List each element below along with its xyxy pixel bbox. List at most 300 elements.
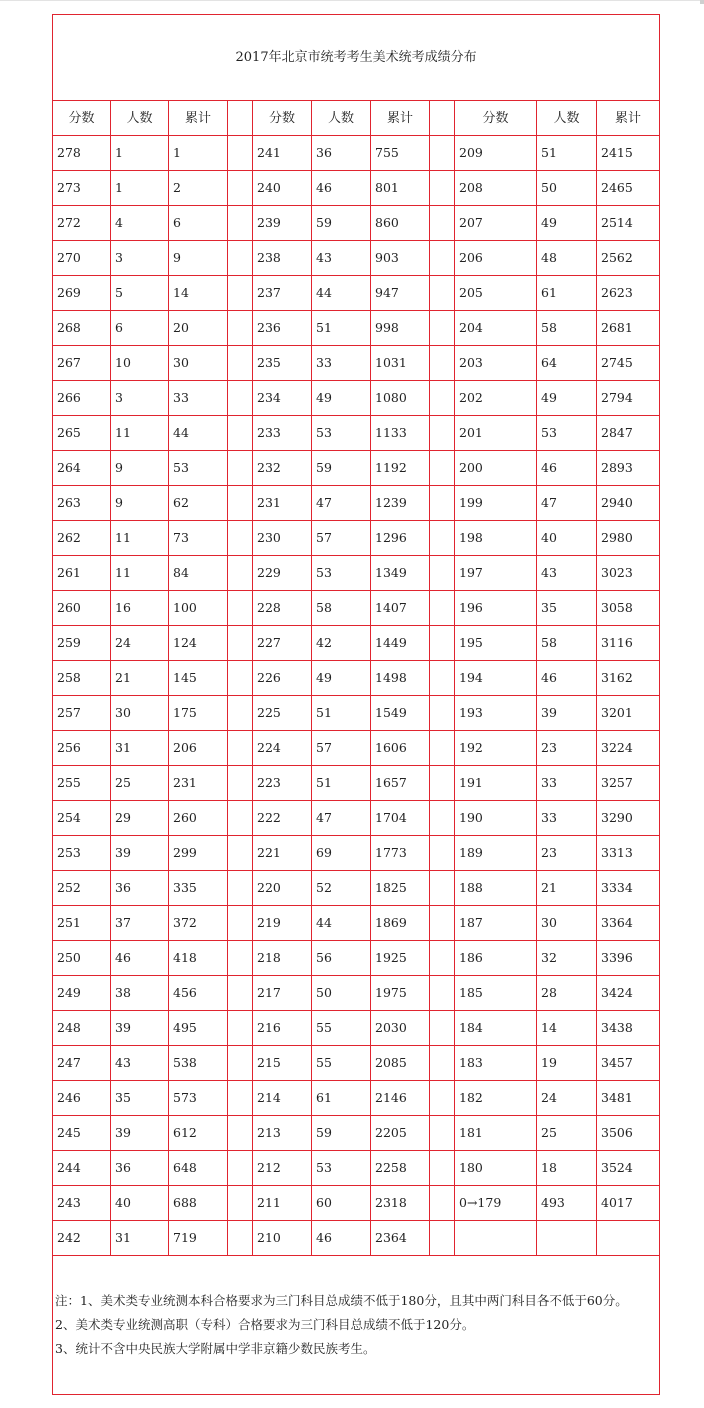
- cell-score: 192: [455, 731, 537, 766]
- cell-cumulative: 73: [169, 521, 228, 556]
- cell-score: 252: [53, 871, 111, 906]
- cell-score: 237: [253, 276, 312, 311]
- cell-score: 270: [53, 241, 111, 276]
- cell-cumulative: 299: [169, 836, 228, 871]
- cell-spacer: [430, 241, 455, 276]
- cell-cumulative: 145: [169, 661, 228, 696]
- cell-cumulative: 44: [169, 416, 228, 451]
- table-row: [53, 241, 660, 276]
- cell-cumulative: 2514: [597, 206, 660, 241]
- cell-cumulative: 1296: [371, 521, 430, 556]
- cell-score: 264: [53, 451, 111, 486]
- cell-count: 53: [537, 416, 597, 451]
- cell-spacer: [228, 136, 253, 171]
- cell-score: 246: [53, 1081, 111, 1116]
- cell-count: 46: [111, 941, 169, 976]
- cell-count: 39: [111, 1011, 169, 1046]
- table-row: [53, 1116, 660, 1151]
- cell-count: 33: [537, 801, 597, 836]
- cell-cumulative: 495: [169, 1011, 228, 1046]
- cell-count: 39: [111, 836, 169, 871]
- cell-count: 50: [537, 171, 597, 206]
- cell-cumulative: 573: [169, 1081, 228, 1116]
- cell-count: 24: [537, 1081, 597, 1116]
- cell-count: 43: [111, 1046, 169, 1081]
- cell-cumulative: 260: [169, 801, 228, 836]
- header-score-2: 分数: [253, 101, 312, 136]
- cell-spacer: [430, 451, 455, 486]
- cell-cumulative: 2745: [597, 346, 660, 381]
- cell-spacer: [430, 906, 455, 941]
- cell-spacer: [228, 976, 253, 1011]
- cell-count: 44: [312, 276, 371, 311]
- cell-count: 35: [537, 591, 597, 626]
- cell-score: 215: [253, 1046, 312, 1081]
- cell-score: 251: [53, 906, 111, 941]
- cell-count: 48: [537, 241, 597, 276]
- cell-cumulative: 3162: [597, 661, 660, 696]
- cell-spacer: [430, 416, 455, 451]
- cell-score: 260: [53, 591, 111, 626]
- cell-count: 31: [111, 731, 169, 766]
- cell-cumulative: 2: [169, 171, 228, 206]
- cell-count: 57: [312, 521, 371, 556]
- cell-spacer: [228, 1046, 253, 1081]
- cell-cumulative: 1239: [371, 486, 430, 521]
- cell-score: 231: [253, 486, 312, 521]
- cell-count: 16: [111, 591, 169, 626]
- cell-score: 228: [253, 591, 312, 626]
- cell-count: 51: [312, 311, 371, 346]
- cell-cumulative: 2465: [597, 171, 660, 206]
- cell-count: 29: [111, 801, 169, 836]
- cell-cumulative: 2623: [597, 276, 660, 311]
- note-line: 3、统计不含中央民族大学附属中学非京籍少数民族考生。: [55, 1341, 376, 1356]
- cell-count: [537, 1221, 597, 1256]
- cell-count: 40: [537, 521, 597, 556]
- cell-score: 223: [253, 766, 312, 801]
- header-score-3: 分数: [455, 101, 537, 136]
- cell-cumulative: 62: [169, 486, 228, 521]
- cell-spacer: [228, 451, 253, 486]
- header-score-1: 分数: [53, 101, 111, 136]
- scrollbar-corner: [700, 0, 704, 4]
- cell-cumulative: 2794: [597, 381, 660, 416]
- page-top-divider: [0, 0, 704, 1]
- cell-spacer: [228, 696, 253, 731]
- cell-cumulative: 418: [169, 941, 228, 976]
- cell-spacer: [228, 1186, 253, 1221]
- cell-count: 59: [312, 451, 371, 486]
- cell-count: 493: [537, 1186, 597, 1221]
- cell-cumulative: 1407: [371, 591, 430, 626]
- cell-count: 49: [537, 206, 597, 241]
- cell-cumulative: 998: [371, 311, 430, 346]
- cell-count: 11: [111, 416, 169, 451]
- cell-cumulative: 2980: [597, 521, 660, 556]
- cell-spacer: [430, 276, 455, 311]
- cell-cumulative: 3506: [597, 1116, 660, 1151]
- cell-score: 249: [53, 976, 111, 1011]
- cell-count: 19: [537, 1046, 597, 1081]
- cell-score: 196: [455, 591, 537, 626]
- cell-cumulative: 1869: [371, 906, 430, 941]
- cell-score: 257: [53, 696, 111, 731]
- cell-count: 61: [537, 276, 597, 311]
- cell-cumulative: 2364: [371, 1221, 430, 1256]
- table-title-row: [53, 15, 660, 101]
- cell-cumulative: 801: [371, 171, 430, 206]
- cell-score: 191: [455, 766, 537, 801]
- table-row: [53, 416, 660, 451]
- cell-cumulative: 2893: [597, 451, 660, 486]
- cell-count: 58: [312, 591, 371, 626]
- cell-score: 208: [455, 171, 537, 206]
- cell-score: 189: [455, 836, 537, 871]
- cell-spacer: [430, 696, 455, 731]
- cell-score: 239: [253, 206, 312, 241]
- cell-count: 59: [312, 1116, 371, 1151]
- cell-count: 6: [111, 311, 169, 346]
- cell-spacer: [430, 1081, 455, 1116]
- cell-cumulative: 1704: [371, 801, 430, 836]
- cell-count: 55: [312, 1046, 371, 1081]
- cell-count: 30: [111, 696, 169, 731]
- cell-count: 50: [312, 976, 371, 1011]
- cell-count: 31: [111, 1221, 169, 1256]
- cell-score: 263: [53, 486, 111, 521]
- cell-score: 201: [455, 416, 537, 451]
- cell-count: 14: [537, 1011, 597, 1046]
- table-row: [53, 486, 660, 521]
- table-row: [53, 871, 660, 906]
- cell-score: 248: [53, 1011, 111, 1046]
- cell-score: 225: [253, 696, 312, 731]
- cell-cumulative: 612: [169, 1116, 228, 1151]
- table-row: [53, 836, 660, 871]
- header-count-2: 人数: [312, 101, 371, 136]
- cell-score: 219: [253, 906, 312, 941]
- cell-score: 213: [253, 1116, 312, 1151]
- cell-score: 217: [253, 976, 312, 1011]
- cell-spacer: [228, 801, 253, 836]
- cell-spacer: [430, 1151, 455, 1186]
- note-line: 2、美术类专业统测高职（专科）合格要求为三门科目总成绩不低于120分。: [55, 1317, 475, 1332]
- cell-count: 53: [312, 416, 371, 451]
- cell-count: 1: [111, 136, 169, 171]
- cell-cumulative: 3201: [597, 696, 660, 731]
- cell-count: 10: [111, 346, 169, 381]
- cell-count: 3: [111, 241, 169, 276]
- cell-count: 46: [312, 1221, 371, 1256]
- header-count-3: 人数: [537, 101, 597, 136]
- table-row: [53, 661, 660, 696]
- cell-spacer: [430, 1186, 455, 1221]
- cell-count: 58: [537, 626, 597, 661]
- cell-score: 278: [53, 136, 111, 171]
- cell-score: 244: [53, 1151, 111, 1186]
- cell-cumulative: 1825: [371, 871, 430, 906]
- cell-cumulative: 3334: [597, 871, 660, 906]
- cell-score: 273: [53, 171, 111, 206]
- table-title: 2017年北京市统考考生美术统考成绩分布: [53, 15, 660, 101]
- cell-score: 238: [253, 241, 312, 276]
- cell-count: 46: [537, 451, 597, 486]
- cell-score: 258: [53, 661, 111, 696]
- cell-count: 11: [111, 556, 169, 591]
- cell-score: 247: [53, 1046, 111, 1081]
- cell-spacer: [430, 976, 455, 1011]
- cell-score: 200: [455, 451, 537, 486]
- table-row: [53, 1046, 660, 1081]
- table-row: [53, 731, 660, 766]
- cell-spacer: [228, 416, 253, 451]
- table-row: [53, 1186, 660, 1221]
- header-cumulative-2: 累计: [371, 101, 430, 136]
- cell-cumulative: 9: [169, 241, 228, 276]
- cell-cumulative: 2940: [597, 486, 660, 521]
- cell-count: 47: [312, 486, 371, 521]
- cell-score: 207: [455, 206, 537, 241]
- cell-cumulative: 2030: [371, 1011, 430, 1046]
- cell-score: 198: [455, 521, 537, 556]
- table-row: [53, 381, 660, 416]
- cell-cumulative: 1192: [371, 451, 430, 486]
- cell-score: 254: [53, 801, 111, 836]
- table-row: [53, 521, 660, 556]
- cell-count: 64: [537, 346, 597, 381]
- cell-spacer: [430, 206, 455, 241]
- cell-spacer: [228, 591, 253, 626]
- cell-count: 24: [111, 626, 169, 661]
- cell-cumulative: 860: [371, 206, 430, 241]
- cell-count: 51: [312, 766, 371, 801]
- cell-score: 182: [455, 1081, 537, 1116]
- cell-spacer: [430, 941, 455, 976]
- cell-score: 234: [253, 381, 312, 416]
- cell-spacer: [430, 591, 455, 626]
- cell-count: 49: [312, 661, 371, 696]
- cell-count: 38: [111, 976, 169, 1011]
- cell-score: 194: [455, 661, 537, 696]
- table-row: [53, 766, 660, 801]
- cell-cumulative: 2681: [597, 311, 660, 346]
- cell-spacer: [430, 381, 455, 416]
- cell-score: 222: [253, 801, 312, 836]
- cell-cumulative: 903: [371, 241, 430, 276]
- cell-cumulative: 3457: [597, 1046, 660, 1081]
- cell-spacer: [430, 171, 455, 206]
- cell-score: 255: [53, 766, 111, 801]
- cell-score: 235: [253, 346, 312, 381]
- cell-cumulative: 3481: [597, 1081, 660, 1116]
- cell-count: 51: [312, 696, 371, 731]
- table-row: [53, 136, 660, 171]
- cell-count: 56: [312, 941, 371, 976]
- header-spacer-1: [228, 101, 253, 136]
- cell-score: 227: [253, 626, 312, 661]
- cell-score: 250: [53, 941, 111, 976]
- cell-count: 51: [537, 136, 597, 171]
- table-row: [53, 206, 660, 241]
- table-row: [53, 1011, 660, 1046]
- cell-score: 268: [53, 311, 111, 346]
- cell-score: 183: [455, 1046, 537, 1081]
- cell-spacer: [228, 661, 253, 696]
- note-line: 注：1、美术类专业统测本科合格要求为三门科目总成绩不低于180分，且其中两门科目各不低于60分。: [55, 1293, 628, 1308]
- cell-spacer: [228, 1221, 253, 1256]
- cell-score: 204: [455, 311, 537, 346]
- cell-cumulative: 33: [169, 381, 228, 416]
- header-cumulative-3: 累计: [597, 101, 660, 136]
- cell-score: 210: [253, 1221, 312, 1256]
- cell-spacer: [430, 836, 455, 871]
- notes-cell: [53, 1256, 660, 1395]
- cell-count: 9: [111, 486, 169, 521]
- cell-count: 33: [312, 346, 371, 381]
- cell-spacer: [228, 276, 253, 311]
- cell-spacer: [228, 836, 253, 871]
- cell-cumulative: 231: [169, 766, 228, 801]
- cell-spacer: [430, 661, 455, 696]
- cell-score: 221: [253, 836, 312, 871]
- cell-count: 46: [537, 661, 597, 696]
- cell-score: 218: [253, 941, 312, 976]
- cell-spacer: [430, 871, 455, 906]
- cell-cumulative: [597, 1221, 660, 1256]
- cell-spacer: [228, 766, 253, 801]
- cell-cumulative: 1133: [371, 416, 430, 451]
- table-row: [53, 801, 660, 836]
- cell-count: 53: [312, 556, 371, 591]
- cell-spacer: [430, 731, 455, 766]
- cell-spacer: [228, 311, 253, 346]
- cell-cumulative: 100: [169, 591, 228, 626]
- cell-score: 205: [455, 276, 537, 311]
- cell-count: 53: [312, 1151, 371, 1186]
- cell-score: [455, 1221, 537, 1256]
- cell-spacer: [430, 766, 455, 801]
- cell-cumulative: 3290: [597, 801, 660, 836]
- cell-cumulative: 1498: [371, 661, 430, 696]
- cell-score: 0→179: [455, 1186, 537, 1221]
- cell-spacer: [430, 136, 455, 171]
- table-header-row: [53, 101, 660, 136]
- cell-score: 230: [253, 521, 312, 556]
- cell-score: 243: [53, 1186, 111, 1221]
- table-row: [53, 696, 660, 731]
- header-spacer-2: [430, 101, 455, 136]
- cell-count: 37: [111, 906, 169, 941]
- cell-cumulative: 1: [169, 136, 228, 171]
- cell-count: 4: [111, 206, 169, 241]
- cell-count: 5: [111, 276, 169, 311]
- cell-count: 44: [312, 906, 371, 941]
- table-row: [53, 1221, 660, 1256]
- cell-count: 11: [111, 521, 169, 556]
- cell-count: 57: [312, 731, 371, 766]
- cell-cumulative: 6: [169, 206, 228, 241]
- cell-score: 259: [53, 626, 111, 661]
- cell-cumulative: 206: [169, 731, 228, 766]
- notes-row: [53, 1256, 660, 1395]
- cell-spacer: [228, 346, 253, 381]
- cell-score: 197: [455, 556, 537, 591]
- table-row: [53, 276, 660, 311]
- cell-spacer: [430, 1011, 455, 1046]
- cell-cumulative: 2562: [597, 241, 660, 276]
- cell-spacer: [228, 521, 253, 556]
- table-row: [53, 976, 660, 1011]
- cell-count: 39: [537, 696, 597, 731]
- cell-cumulative: 335: [169, 871, 228, 906]
- cell-cumulative: 755: [371, 136, 430, 171]
- cell-count: 47: [312, 801, 371, 836]
- cell-score: 199: [455, 486, 537, 521]
- cell-cumulative: 175: [169, 696, 228, 731]
- cell-score: 261: [53, 556, 111, 591]
- cell-count: 36: [111, 1151, 169, 1186]
- cell-cumulative: 1080: [371, 381, 430, 416]
- table-row: [53, 171, 660, 206]
- cell-cumulative: 719: [169, 1221, 228, 1256]
- cell-count: 43: [537, 556, 597, 591]
- cell-count: 18: [537, 1151, 597, 1186]
- cell-score: 214: [253, 1081, 312, 1116]
- table-row: [53, 451, 660, 486]
- cell-cumulative: 2415: [597, 136, 660, 171]
- table-row: [53, 906, 660, 941]
- cell-spacer: [228, 906, 253, 941]
- cell-score: 185: [455, 976, 537, 1011]
- header-count-1: 人数: [111, 101, 169, 136]
- cell-score: 186: [455, 941, 537, 976]
- table-row: [53, 346, 660, 381]
- cell-count: 69: [312, 836, 371, 871]
- cell-spacer: [228, 941, 253, 976]
- cell-spacer: [228, 1081, 253, 1116]
- cell-score: 187: [455, 906, 537, 941]
- score-distribution-table: [52, 14, 660, 1395]
- cell-cumulative: 3058: [597, 591, 660, 626]
- cell-cumulative: 3116: [597, 626, 660, 661]
- cell-score: 265: [53, 416, 111, 451]
- cell-score: 269: [53, 276, 111, 311]
- cell-score: 233: [253, 416, 312, 451]
- cell-count: 9: [111, 451, 169, 486]
- cell-cumulative: 2847: [597, 416, 660, 451]
- cell-spacer: [430, 521, 455, 556]
- cell-score: 216: [253, 1011, 312, 1046]
- cell-score: 181: [455, 1116, 537, 1151]
- cell-cumulative: 1449: [371, 626, 430, 661]
- cell-cumulative: 1657: [371, 766, 430, 801]
- table-row: [53, 1151, 660, 1186]
- cell-score: 267: [53, 346, 111, 381]
- cell-spacer: [228, 1116, 253, 1151]
- cell-spacer: [430, 556, 455, 591]
- cell-count: 55: [312, 1011, 371, 1046]
- cell-spacer: [430, 1046, 455, 1081]
- cell-cumulative: 1031: [371, 346, 430, 381]
- cell-cumulative: 4017: [597, 1186, 660, 1221]
- cell-count: 21: [111, 661, 169, 696]
- cell-count: 42: [312, 626, 371, 661]
- cell-score: 195: [455, 626, 537, 661]
- cell-count: 35: [111, 1081, 169, 1116]
- table-row: [53, 1081, 660, 1116]
- cell-score: 220: [253, 871, 312, 906]
